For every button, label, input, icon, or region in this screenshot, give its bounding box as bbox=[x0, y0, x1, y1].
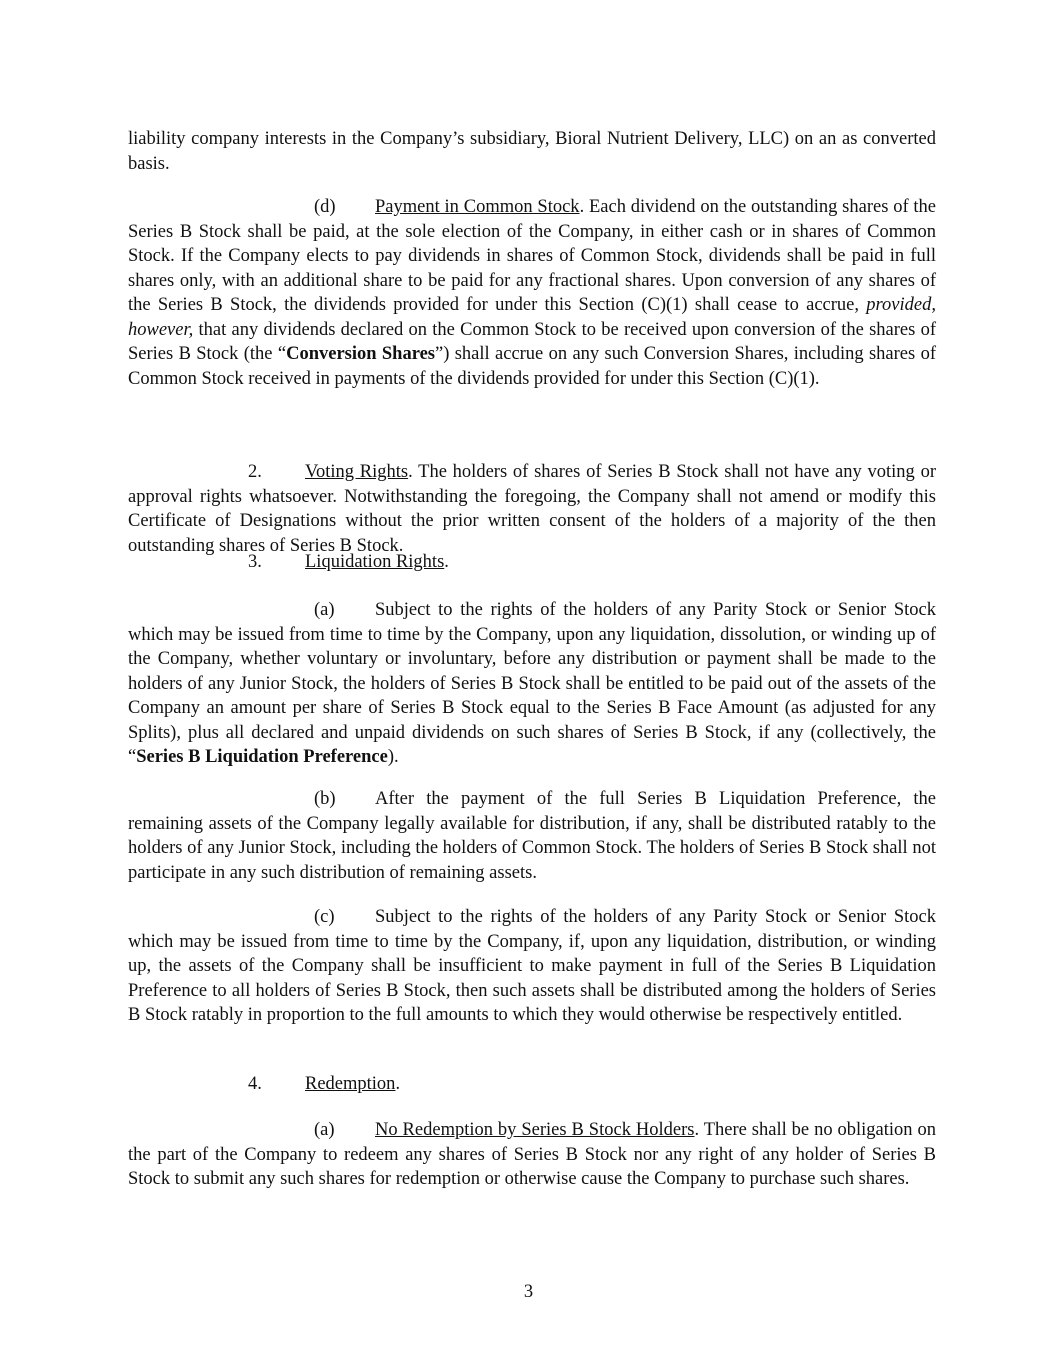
paragraph-label: (d) bbox=[314, 197, 336, 217]
section-number: 2. bbox=[248, 462, 262, 482]
paragraph-text: ). bbox=[387, 747, 399, 767]
paragraph-continuation-text: liability company interests in the Company’s subsidiary, Bioral Nutrient Delivery, LLC) on an as converted basis. bbox=[128, 129, 936, 174]
page-number: 3 bbox=[523, 1282, 534, 1302]
section-3-heading bbox=[128, 550, 449, 575]
paragraph-text: . Each dividend on the outstanding shares of the Series B Stock shall be paid, at the sole election of the Company, in either cash or in shares of Common Stock. If the Company elects to pay dividends in shares of Common Stock, dividends shall be paid in full shares only, with an additional share to be paid for any fractional shares. Upon conversion of any shares of the Series B Stock, the dividends provided for under this Section (C)(1) shall cease to accrue, bbox=[128, 197, 937, 315]
paragraph-text: After the payment of the full Series B Liquidation Preference, the remaining assets of the Company legally available for distribution, if any, shall be distributed ratably to the holders of any Junior Stock, including the holders of Common Stock. The holders of Series B Stock shall not participate in any such distribution of remaining assets. bbox=[128, 789, 936, 883]
paragraph-label: (a) bbox=[314, 600, 335, 620]
paragraph-text: ”) shall accrue on any such Conversion Shares, including shares of Common Stock received in payments of the dividends provided for under this Section (C)(1). bbox=[128, 344, 936, 389]
defined-term: Conversion Shares bbox=[286, 344, 435, 364]
section-4-paragraph-a bbox=[128, 1118, 936, 1192]
paragraph-text: Subject to the rights of the holders of any Parity Stock or Senior Stock which may be issued from time to time by the Company, upon any liquidation, dissolution, or winding up of the Company, whether voluntary or involuntary, before any distribution or payment shall be made to the holders of any Junior Stock, the holders of Series B Stock shall be entitled to be paid out of the assets of the Company an amount per share of Series B Stock equal to the Series B Face Amount (as adjusted for any Splits), plus all declared and unpaid dividends on such shares of Series B Stock, if any (collectively, the “ bbox=[128, 600, 936, 767]
paragraph-title: Payment in Common Stock bbox=[375, 197, 580, 217]
paragraph-label: (a) bbox=[314, 1120, 335, 1140]
paragraph-continuation bbox=[128, 127, 936, 176]
paragraph-label: (c) bbox=[314, 907, 335, 927]
paragraph-d-payment-in-common-stock bbox=[128, 195, 936, 391]
section-number: 3. bbox=[248, 552, 262, 572]
section-2-voting-rights bbox=[128, 460, 936, 558]
paragraph-label: (b) bbox=[314, 789, 336, 809]
section-number: 4. bbox=[248, 1074, 262, 1094]
section-title-suffix: . bbox=[395, 1074, 401, 1094]
paragraph-text: Subject to the rights of the holders of any Parity Stock or Senior Stock which may be issued from time to time by the Company, if, upon any liquidation, distribution, or winding up, the assets of the Company shall be insufficient to make payment in full of the Series B Liquidation Preference to all holders of Series B Stock, then such assets shall be distributed among the holders of Series B Stock ratably in proportion to the full amounts to which they would otherwise be respectively entitled. bbox=[128, 907, 936, 1025]
section-title: Redemption bbox=[305, 1074, 396, 1094]
section-text: . The holders of shares of Series B Stock shall not have any voting or approval rights whatsoever. Notwithstanding the foregoing, the Company shall not amend or modify this Certificate of Designations without the prior written consent of the holders of a majority of the then outstanding shares of Series B Stock. bbox=[128, 462, 936, 556]
paragraph-text: that any dividends declared on the Common Stock to be received upon conversion of the shares of Series B Stock (the “ bbox=[128, 319, 936, 364]
section-title: Liquidation Rights bbox=[305, 552, 445, 572]
section-title: Voting Rights bbox=[305, 462, 409, 482]
defined-term: Series B Liquidation Preference bbox=[136, 747, 388, 767]
paragraph-text: . There shall be no obligation on the part of the Company to redeem any shares of Series B Stock nor any right of any holder of Series B Stock to submit any such shares for redemption or otherwise cause the Company to purchase such shares. bbox=[128, 1120, 936, 1189]
section-3-paragraph-c bbox=[128, 905, 936, 1028]
section-3-paragraph-b bbox=[128, 787, 936, 885]
section-4-heading bbox=[128, 1072, 400, 1097]
paragraph-title: No Redemption by Series B Stock Holders bbox=[375, 1120, 695, 1140]
section-3-paragraph-a bbox=[128, 598, 936, 770]
section-title-suffix: . bbox=[444, 552, 449, 572]
paragraph-italic-text: provided, however, bbox=[128, 295, 936, 340]
